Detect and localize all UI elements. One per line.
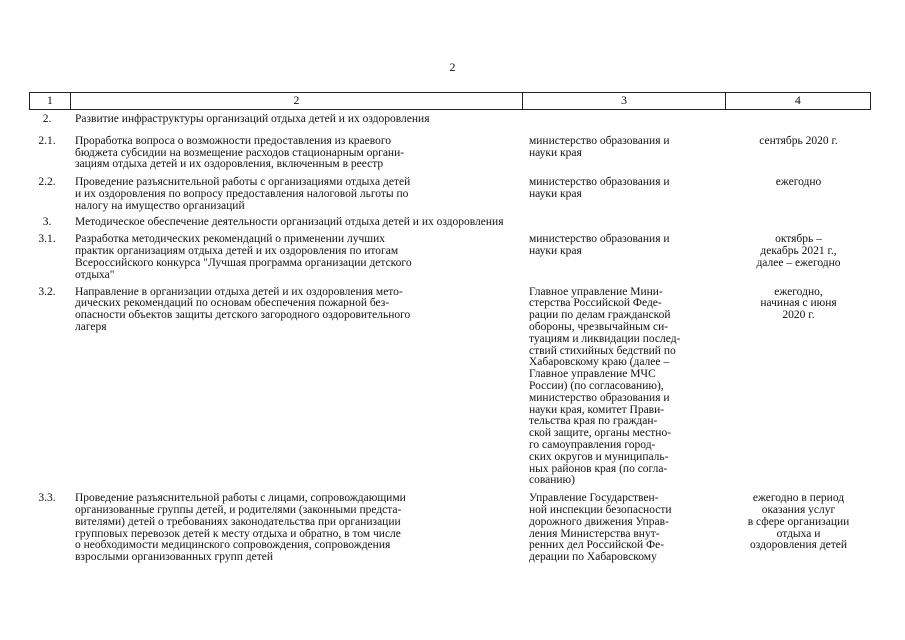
executor-line: Главное управление МЧС xyxy=(529,368,656,381)
measure-text-line: Разработка методических рекомендаций о применении лучших xyxy=(75,233,386,246)
measure-text xyxy=(69,234,523,281)
term-line: ежегодно, xyxy=(774,285,823,298)
execution-term xyxy=(726,177,871,212)
executor-line: министерство образования и xyxy=(529,391,670,404)
section-title: Развитие инфраструктуры организаций отдыха детей и их оздоровления xyxy=(75,113,430,125)
executor-line: стерства Российской Феде- xyxy=(529,297,662,310)
executor-line: науки края xyxy=(529,245,582,258)
term-line: оказания услуг xyxy=(761,503,836,516)
measure-text-line: Всероссийского конкурса "Лучшая программа организации детского xyxy=(75,256,412,269)
term-line: 2020 г. xyxy=(782,309,815,322)
measure-text-line: Направление в организации отдыха детей и их оздоровления мето- xyxy=(75,285,403,298)
measure-text-line: опасности объектов защиты детского загородного оздоровительного xyxy=(75,309,411,322)
executor-line: дорожного движения Управ- xyxy=(529,515,669,528)
term-line: начиная с июня xyxy=(760,297,837,310)
row-number: 3.2. xyxy=(38,285,56,298)
execution-term xyxy=(726,136,871,171)
header-col-4: 4 xyxy=(725,93,870,109)
measure-text xyxy=(69,177,523,212)
execution-term xyxy=(726,234,871,281)
section-row xyxy=(29,114,871,126)
measure-text-line: и их оздоровления по вопросу предоставления налоговой льготы по xyxy=(75,187,409,200)
term-line: далее – ежегодно xyxy=(756,256,841,269)
page-number: 2 xyxy=(449,60,456,74)
table-row xyxy=(29,177,871,212)
executor-line: Хабаровскому краю (далее – xyxy=(529,356,670,369)
table-row xyxy=(29,493,871,564)
measure-text xyxy=(69,136,523,171)
table-body xyxy=(29,114,871,564)
executor-line: ренних дел Российской Фе- xyxy=(529,539,665,552)
table-header xyxy=(29,92,871,110)
term-line: сентябрь 2020 г. xyxy=(759,134,838,147)
executor-line: Управление Государствен- xyxy=(529,492,659,505)
table-row xyxy=(29,136,871,171)
executor-line: Главное управление Мини- xyxy=(529,285,663,298)
responsible-executor xyxy=(523,287,726,488)
executor-line: го самоуправления город- xyxy=(529,438,656,451)
term-line: октябрь – xyxy=(775,233,822,246)
responsible-executor xyxy=(523,234,726,281)
measure-text-line: налогу на имущество организаций xyxy=(75,199,245,212)
executor-line: ных районов края (по согла- xyxy=(529,462,668,475)
executor-line: туациям и ликвидации послед- xyxy=(529,332,681,345)
table-row xyxy=(29,234,871,281)
term-line: в сфере организации xyxy=(747,515,850,528)
measure-text-line: взрослыми организованных групп детей xyxy=(75,551,274,564)
executor-line: науки края, комитет Прави- xyxy=(529,403,665,416)
measure-text-line: бюджета субсидии на возмещение расходов стационарным органи- xyxy=(75,146,405,159)
responsible-executor xyxy=(523,177,726,212)
section-title: Методическое обеспечение деятельности организаций отдыха детей и их оздоровления xyxy=(75,215,504,228)
executor-line: ной инспекции безопасности xyxy=(529,503,672,516)
executor-line: министерство образования и xyxy=(529,233,670,246)
execution-term xyxy=(726,493,871,564)
executor-line: ствий стихийных бедствий по xyxy=(529,344,676,357)
responsible-executor xyxy=(523,136,726,171)
measure-text-line: Проведение разъяснительной работы с организациями отдыха детей xyxy=(75,176,411,189)
plan-table xyxy=(29,92,871,564)
executor-line: науки края xyxy=(529,146,582,159)
measure-text-line: Проведение разъяснительной работы с лицами, сопровождающими xyxy=(75,492,406,505)
header-col-2: 2 xyxy=(70,93,522,109)
term-line: ежегодно xyxy=(775,176,822,189)
row-number: 3.3. xyxy=(38,492,56,505)
measure-text-line: Проработка вопроса о возможности предоставления из краевого xyxy=(75,134,392,147)
executor-line: дерации по Хабаровскому xyxy=(529,551,657,564)
executor-line: сованию) xyxy=(529,474,575,487)
measure-text-line: групповых перевозок детей к месту отдыха и обратно, в том числе xyxy=(75,527,401,540)
executor-line: ления Министерства внут- xyxy=(529,527,660,540)
section-row xyxy=(29,217,871,229)
executor-line: тельства края по граждан- xyxy=(529,415,658,428)
measure-text-line: о необходимости медицинского сопровождения, сопровождения xyxy=(75,539,391,552)
executor-line: ской защите, органы местно- xyxy=(529,427,672,440)
executor-line: министерство образования и xyxy=(529,134,670,147)
executor-line: ских округов и муниципаль- xyxy=(529,450,669,463)
executor-line: обороны, чрезвычайным си- xyxy=(529,320,669,333)
responsible-executor xyxy=(523,493,726,564)
executor-line: министерство образования и xyxy=(529,176,670,189)
term-line: отдыха и xyxy=(776,527,821,540)
row-number: 3.1. xyxy=(38,233,56,246)
row-number: 2. xyxy=(42,113,52,125)
term-line: ежегодно в период xyxy=(752,492,845,505)
measure-text-line: лагеря xyxy=(75,320,107,333)
term-line: декабрь 2021 г., xyxy=(760,245,837,258)
executor-line: России) (по согласованию), xyxy=(529,379,664,392)
measure-text xyxy=(69,493,523,564)
term-line: оздоровления детей xyxy=(749,539,848,552)
header-col-3: 3 xyxy=(522,93,725,109)
table-row xyxy=(29,287,871,488)
measure-text-line: дических рекомендаций по основам обеспечения пожарной без- xyxy=(75,297,390,310)
executor-line: науки края xyxy=(529,187,582,200)
measure-text-line: зациям отдыха детей и их оздоровления, включенным в реестр xyxy=(75,158,384,171)
row-number: 3. xyxy=(42,215,52,228)
measure-text-line: практик организациям отдыха детей и их оздоровления по итогам xyxy=(75,245,399,258)
measure-text-line: организованные группы детей, и родителями (законными предста- xyxy=(75,503,402,516)
execution-term xyxy=(726,287,871,488)
measure-text xyxy=(69,287,523,488)
measure-text-line: вителями) детей о требованиях законодательства при организации xyxy=(75,515,401,528)
row-number: 2.2. xyxy=(38,176,56,189)
header-col-1: 1 xyxy=(46,93,53,107)
row-number: 2.1. xyxy=(38,134,56,147)
measure-text-line: отдыха" xyxy=(75,268,115,281)
executor-line: рации по делам гражданской xyxy=(529,309,671,322)
